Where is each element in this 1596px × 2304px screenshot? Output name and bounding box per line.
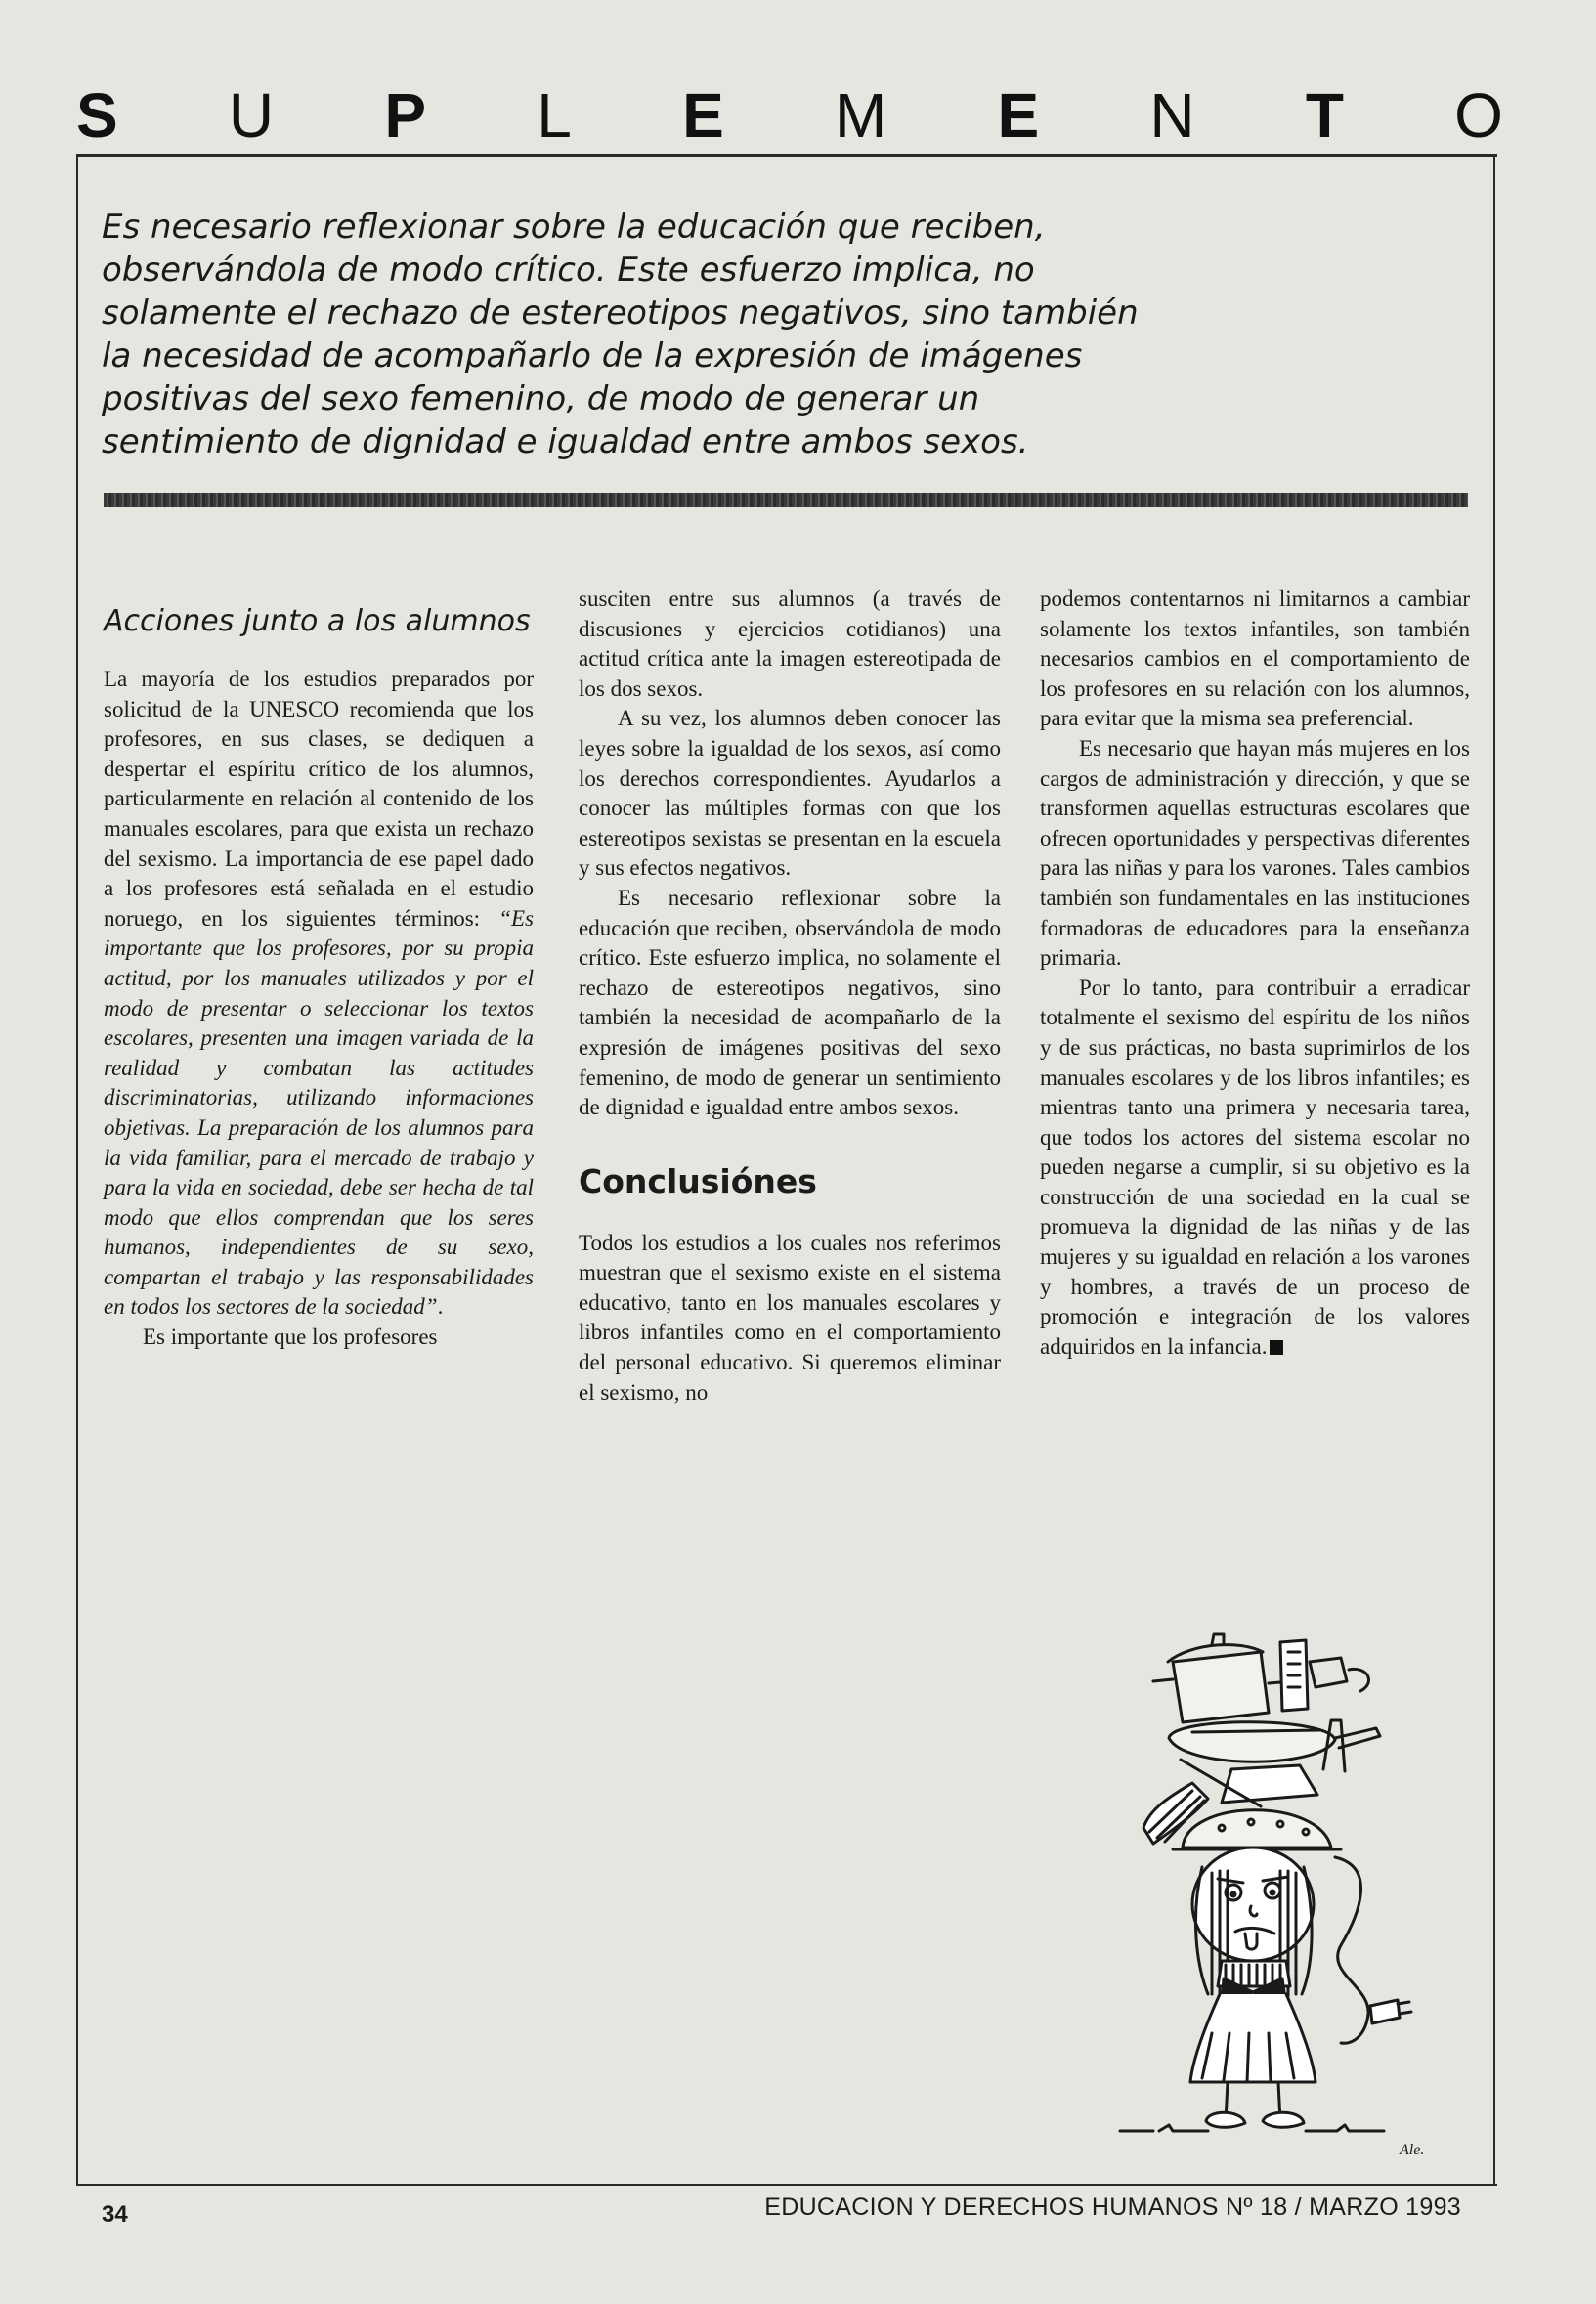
column-1 xyxy=(104,585,534,1353)
intro-line: la necesidad de acompañarlo de la expresión de imágenes xyxy=(102,336,1083,375)
masthead-letter: U xyxy=(228,80,275,151)
paragraph: Todos los estudios a los cuales nos referimos muestran que el sexismo existe en el sistema educativo, tanto en los manuales escolares y libros infantiles como en el comportamiento del personal educativo. Si queremos eliminar el sexismo, no xyxy=(579,1230,1001,1405)
section-divider xyxy=(104,493,1468,507)
column-2 xyxy=(579,585,1001,1408)
column-3 xyxy=(1040,585,1470,1362)
paragraph: Es importante que los profesores xyxy=(143,1325,438,1350)
paragraph xyxy=(1040,974,1470,1363)
illustration-signature: Ale. xyxy=(1400,2142,1425,2158)
masthead-letter: L xyxy=(537,80,572,151)
paragraph: podemos contentarnos ni limitarnos a cambiar solamente los textos infantiles, son también necesarios cambios en el comportamiento de los profesores en su relación con los alumnos, para evitar que la misma sea preferencial. xyxy=(1040,587,1470,731)
masthead-letter: M xyxy=(834,80,887,151)
section-heading-conclusiones: Conclusiónes xyxy=(579,1161,817,1200)
section-heading-acciones: Acciones junto a los alumnos xyxy=(104,604,531,638)
paragraph-text: La mayoría de los estudios preparados por solicitud de la UNESCO recomienda que los profesores, en sus clases, se dediquen a despertar el espíritu crítico de los alumnos, particularmente en relación al contenido de los manuales escolares, para que exista un rechazo del sexismo. La importancia de ese papel dado a los profesores está señalada en el estudio noruego, en los siguientes términos: xyxy=(104,667,534,931)
masthead xyxy=(76,76,1503,154)
masthead-letter: P xyxy=(384,80,427,151)
masthead-letter: E xyxy=(997,80,1040,151)
publication-footer: EDUCACION Y DERECHOS HUMANOS Nº 18 / MARZO 1993 xyxy=(764,2194,1461,2221)
intro-line: observándola de modo crítico. Este esfuerzo implica, no xyxy=(102,250,1035,289)
intro-line: sentimiento de dignidad e igualdad entre ambos sexos. xyxy=(102,422,1029,461)
paragraph xyxy=(104,665,534,1323)
paragraph-text: . xyxy=(437,1294,444,1320)
frame-bottom-rule xyxy=(76,2184,1497,2186)
quote-text: “Es importante que los profesores, por su propia actitud, por los manuales utilizados y por el modo de presentar o seleccionar los textos escolares, presenten una imagen variada de la realidad y combatan las actitudes discriminatorias, utilizando informaciones objetivas. La preparación de los alumnos para la vida familiar, para el mercado de trabajo y para la vida en sociedad, debe ser hecha de tal modo que ellos comprendan que los seres humanos, independientes de su sexo, compartan el trabajo y las responsabilidades en todos los sectores de la sociedad” xyxy=(104,905,534,1320)
page-number: 34 xyxy=(102,2201,128,2228)
intro-line: positivas del sexo femenino, de modo de generar un xyxy=(102,379,980,418)
paragraph-text: Por lo tanto, para contribuir a erradicar totalmente el sexismo del espíritu de los niños y de sus prácticas, no basta suprimirlos de los manuales escolares y de los libros infantiles; es mientras tanto una primera y necesaria tarea, que todos los actores del sistema escolar no pueden negarse a cumplir, si su objetivo es la construcción de una sociedad en la cual se promueva la dignidad de las niñas y de las mujeres y su igualdad en relación a los varones y hombres, a través de un proceso de promoción e integración de los valores adquiridos en la infancia. xyxy=(1040,975,1470,1359)
masthead-letter: N xyxy=(1149,80,1195,151)
paragraph: susciten entre sus alumnos (a través de discusiones y ejercicios cotidianos) una actitud crítica ante la imagen estereotipada de los dos sexos. xyxy=(579,587,1001,701)
intro-line: solamente el rechazo de estereotipos negativos, sino también xyxy=(102,293,1139,332)
end-mark-icon xyxy=(1270,1340,1283,1355)
intro-line: Es necesario reflexionar sobre la educación que reciben, xyxy=(102,207,1046,246)
masthead-letter: T xyxy=(1305,80,1344,151)
cartoon-girl-illustration xyxy=(1114,1623,1437,2170)
paragraph: Es necesario que hayan más mujeres en los cargos de administración y dirección, y que se transformen aquellas estructuras escolares que ofrecen oportunidades y perspectivas diferentes para las niñas y para los varones. Tales cambios también son fundamentales en las instituciones formadoras de educadores para la enseñanza primaria. xyxy=(1040,735,1470,971)
paragraph: A su vez, los alumnos deben conocer las leyes sobre la igualdad de los sexos, así como los derechos correspondientes. Ayudarlos a conocer las múltiples formas con que los estereotipos sexistas se presentan en la escuela y sus efectos negativos. xyxy=(579,706,1001,881)
paragraph: Es necesario reflexionar sobre la educación que reciben, observándola de modo crítico. Este esfuerzo implica, no solamente el rechazo de estereotipos negativos, sino también la necesidad de acompañarlo de la expresión de imágenes positivas del sexo femenino, de modo de generar un sentimiento de dignidad e igualdad entre ambos sexos. xyxy=(579,885,1001,1120)
masthead-letter: E xyxy=(682,80,724,151)
masthead-letter: S xyxy=(76,80,118,151)
intro-callout xyxy=(102,205,1470,463)
masthead-letter: O xyxy=(1454,80,1503,151)
